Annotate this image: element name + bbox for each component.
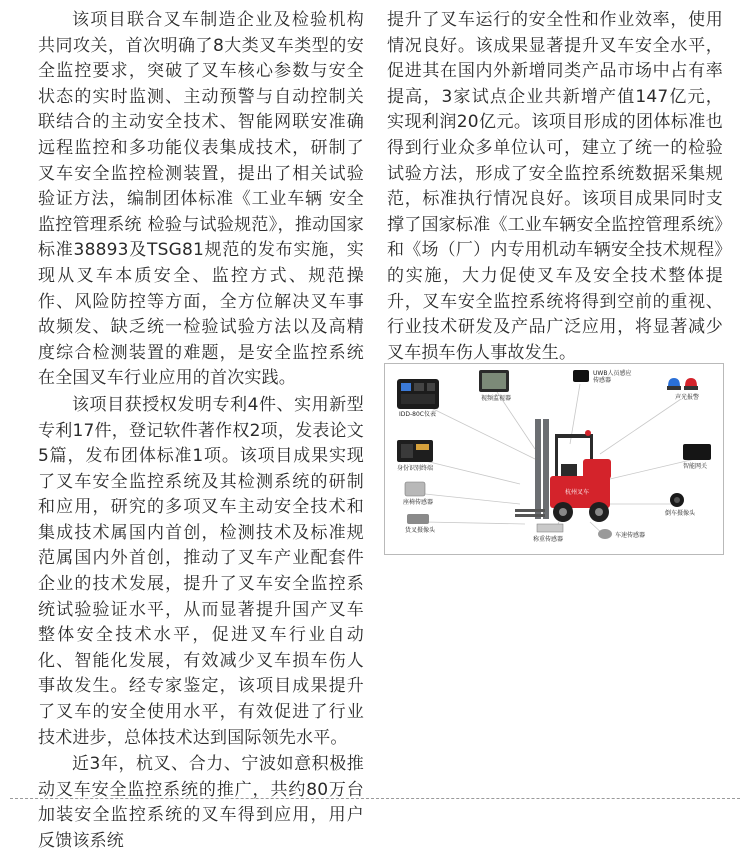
label-uwb: UWB人员感应传感器 xyxy=(593,370,632,384)
gateway-icon xyxy=(683,444,711,460)
label-gateway: 智能网关 xyxy=(683,463,708,470)
paragraph: 该项目获授权发明专利4件、实用新型专利17件，登记软件著作权2项，发表论文5篇，发布团体标准1项。该项目成果实现了叉车安全监控系统及其检测系统的研制和应用，研究的多项叉车主动安全技术和集成技术属国内首创，检测技术及标准规范属国内外首创，推动了叉车产业配套件企业的技术发展，提升了叉车安全监控系统试验验证水平，从而显著提升国产叉车整体安全技术水平，促进叉车行业自动化、智能化发展，有效减少叉车损车伤人事故发生。经专家鉴定，该项目成果提升了叉车的安全使用水平，有效促进了行业技术进步，总体技术达到国际领先水平。 xyxy=(38,394,364,748)
label-monitor: 视频监视器 xyxy=(481,395,512,402)
instrument-panel-icon xyxy=(397,379,439,409)
paragraph: 提升了叉车运行的安全性和作业效率，使用情况良好。该成果显著提升叉车安全水平，促进其在国内外新增同类产品市场中占有率提高，3家试点企业共新增产值147亿元，实现利润20亿元。该项目形成的团体标准也得到行业众多单位认可，建立了统一的检验试验方法，形成了安全监控系统数据采集规范，标准执行情况良好。该项目成果同时支撑了国家标准《工业车辆安全监控管理系统》和《场（厂）内专用机动车辆安全技术规程》的实施，大力促使叉车及安全技术整体提升，叉车安全监控系统将得到空前的重视、行业技术研发及产品广泛应用，将显著减少叉车损车伤人事故发生。 xyxy=(387,10,723,363)
label-truck-brand: 杭州叉车 xyxy=(565,489,590,496)
label-instrument: IDD-80C仪表 xyxy=(399,411,436,418)
label-light: 声光报警 xyxy=(675,394,700,401)
label-speed: 车速传感器 xyxy=(615,532,646,539)
diagram-graphics xyxy=(385,364,723,554)
speed-sensor-icon xyxy=(598,529,612,539)
label-fork-cam: 货叉摄像头 xyxy=(405,527,436,534)
rear-camera-icon xyxy=(670,493,684,507)
right-text-column xyxy=(387,8,723,367)
seat-sensor-icon xyxy=(405,482,425,496)
forklift-icon xyxy=(515,419,611,522)
paragraph: 该项目联合叉车制造企业及检验机构共同攻关，首次明确了8大类叉车类型的安全监控要求，突破了叉车核心参数与安全状态的实时监测、主动预警与自动控制关联结合的主动安全技术、智能网联安准确远程监控和多功能仪表集成技术，研制了叉车安全监控检测装置，提出了相关试验验证方法，编制团体标准《工业车辆 安全监控管理系统 检验与试验规范》，推动国家标准38893及TSG81规范的发布实施，实现从叉车本质安全、监控方式、规范操作、风险防控等方面，全方位解决叉车事故频发、缺乏统一检验试验方法以及高精度综合检测装置的难题，是安全监控系统在全国叉车行业应用的首次实践。 xyxy=(38,10,364,389)
left-text-column xyxy=(38,8,364,856)
label-load-cell: 称重传感器 xyxy=(533,536,564,543)
label-rear-cam: 倒车摄像头 xyxy=(665,510,696,517)
load-cell-icon xyxy=(537,524,563,532)
label-seat: 座椅传感器 xyxy=(403,499,434,506)
label-identity: 身份识别终端 xyxy=(397,465,434,472)
paragraph: 近3年，杭叉、合力、宁波如意积极推动叉车安全监控系统的推广，共约80万台加装安全监控系统的叉车得到应用，用户反馈该系统 xyxy=(38,754,364,851)
video-monitor-icon xyxy=(479,370,509,392)
identity-terminal-icon xyxy=(397,440,433,462)
uwb-sensor-icon xyxy=(573,370,589,382)
forklift-safety-system-diagram xyxy=(384,363,724,555)
fork-camera-icon xyxy=(407,514,429,524)
alarm-light-icon xyxy=(667,378,698,390)
footer-divider xyxy=(10,798,740,799)
